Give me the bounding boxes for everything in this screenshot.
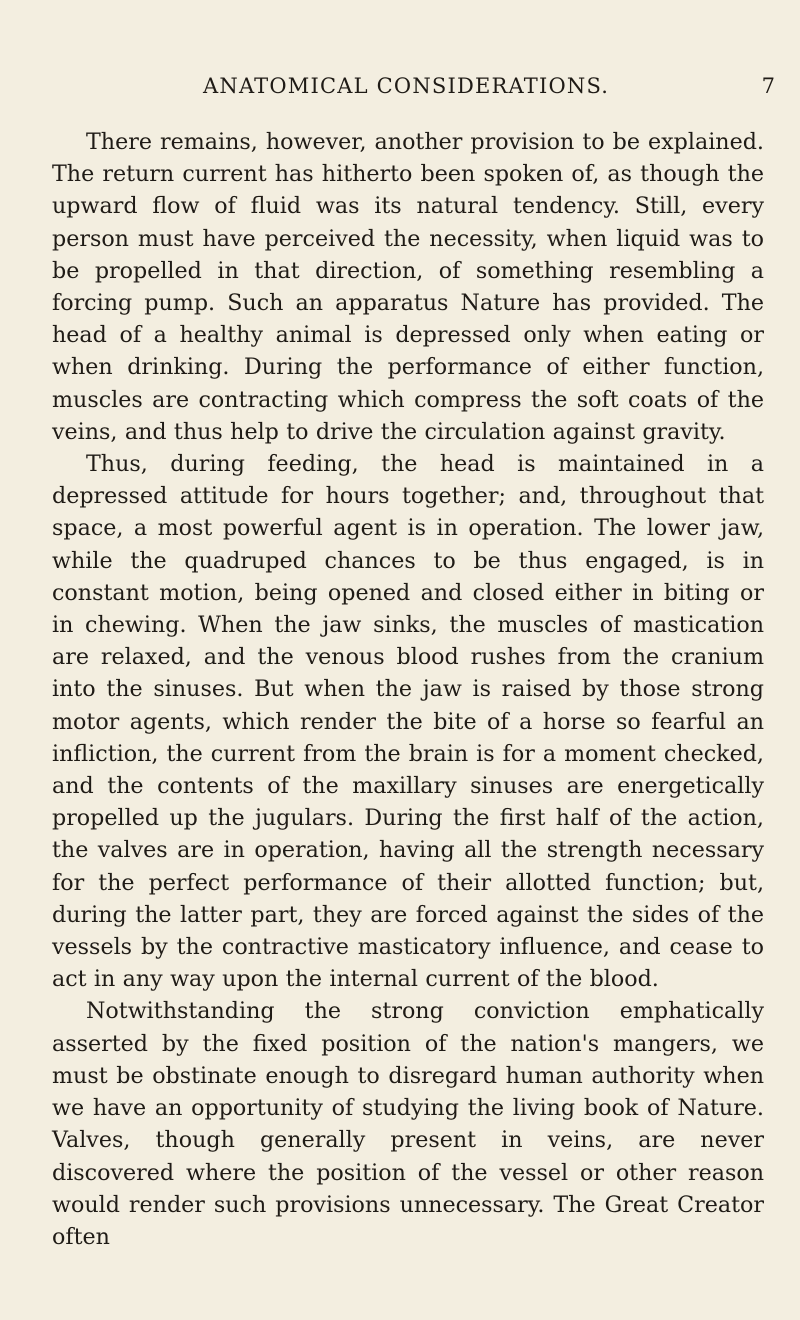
paragraph: There remains, however, another provision to be explained. The return current has hitherto been spoken of, as though the upward flow of fluid was its natural tendency. Still, every person must have perceived the necessity, when liquid was to be propelled in that direction, of something resembling a forcing pump. Such an apparatus Nature has provided. The head of a healthy animal is depressed only when eating or when drinking. During the performance of either function, muscles are contracting which compress the soft coats of the veins, and thus help to drive the circulation against gravity. (52, 129, 764, 445)
running-title: ANATOMICAL CONSIDERATIONS. (203, 74, 610, 98)
paragraph: Notwithstanding the strong conviction emphatically asserted by the fixed position of the nation's mangers, we must be obstinate enough to disregard human authority when we have an opportunity of studying the living book of Nature. Valves, though generally present in veins, are never discovered where the position of the vessel or other reason would render such provisions unnecessary. The Great Creator often (52, 998, 764, 1250)
page-number: 7 (761, 74, 775, 98)
paragraph: Thus, during feeding, the head is maintained in a depressed attitude for hours together; and, throughout that space, a most powerful agent is in operation. The lower jaw, while the quadruped chances to be thus engaged, is in constant motion, being opened and closed either in biting or in chewing. When the jaw sinks, the muscles of mastication are relaxed, and the venous blood rushes from the cranium into the sinuses. But when the jaw is raised by those strong motor agents, which render the bite of a horse so fearful an infliction, the current from the brain is for a moment checked, and the contents of the maxillary sinuses are energetically propelled up the jugulars. During the first half of the action, the valves are in operation, having all the strength necessary for the perfect performance of their allotted function; but, during the latter part, they are forced against the sides of the vessels by the contractive masticatory influence, and cease to act in any way upon the internal current of the blood. (52, 451, 764, 993)
page-body (52, 126, 764, 1306)
page-header (120, 74, 775, 104)
